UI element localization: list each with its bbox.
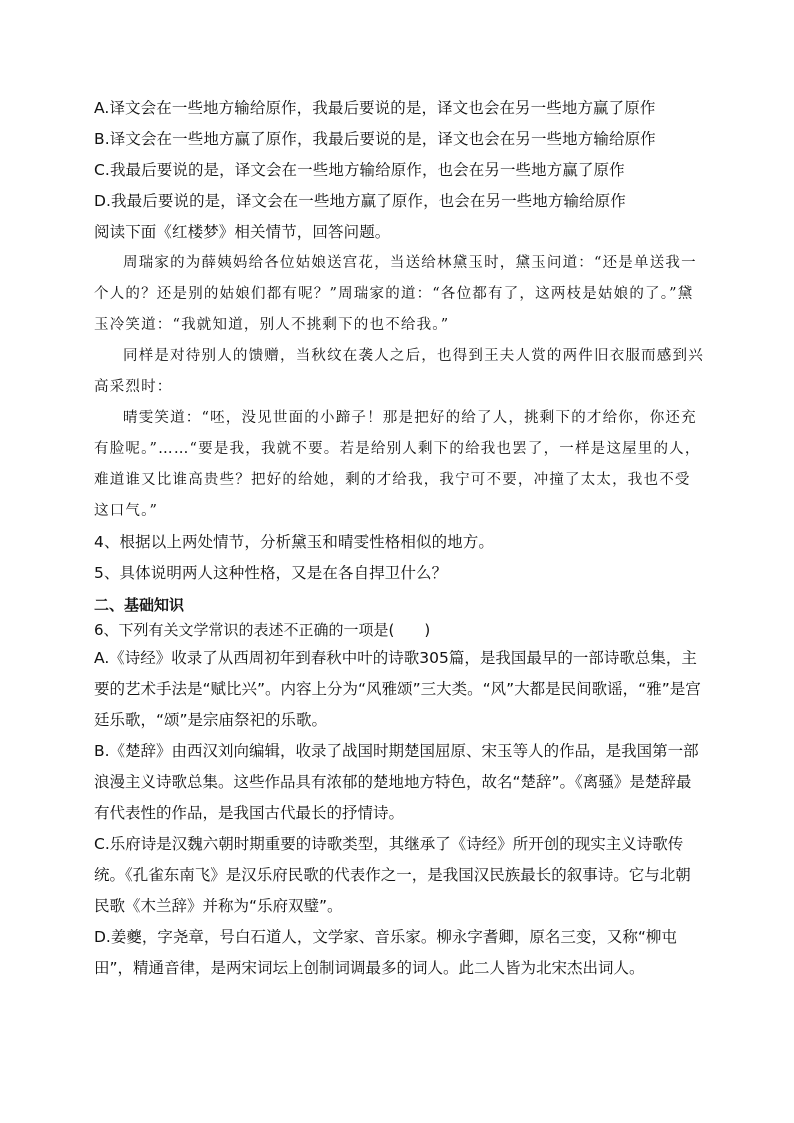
passage-paragraph-2: 同样是对待别人的馈赠，当秋纹在袭人之后，也得到王夫人赏的两件旧衣服而感到兴高采烈时： — [94, 348, 704, 395]
question-4: 4、根据以上两处情节，分析黛玉和晴雯性格相似的地方。 — [94, 533, 494, 551]
passage-paragraph-1: 周瑞家的为薛姨妈给各位姑娘送宫花，当送给林黛玉时，黛玉问道：“还是单送我一个人的？还是别的姑娘们都有呢？”周瑞家的道：“各位都有了，这两枝是姑娘的了。”黛玉冷笑道：“我就知道，别人不挑剩下的也不给我。” — [94, 255, 697, 333]
passage-paragraph-3: 晴雯笑道：“呸，没见世面的小蹄子！那是把好的给了人，挑剩下的才给你，你还充有脸呢。”……“要是我，我就不要。若是给别人剩下的给我也罢了，一样是这屋里的人，难道谁又比谁高贵些？把好的给她，剩的才给我，我宁可不要，冲撞了太太，我也不受这口气。” — [94, 410, 701, 519]
question-5: 5、具体说明两人这种性格，又是在各自捍卫什么？ — [94, 564, 448, 582]
option-a-translation: A.译文会在一些地方输给原作，我最后要说的是，译文也会在另一些地方赢了原作 — [94, 99, 656, 117]
q6-option-b: B.《楚辞》由西汉刘向编辑，收录了战国时期楚国屈原、宋玉等人的作品，是我国第一部浪漫主义诗歌总集。这些作品具有浓郁的楚地地方特色，故名“楚辞”。《离骚》是楚辞最有代表性的作品，是我国古代最长的抒情诗。 — [94, 742, 699, 822]
q6-option-d: D.姜夔，字尧章，号白石道人，文学家、音乐家。柳永字耆卿，原名三变，又称“柳屯田”，精通音律，是两宋词坛上创制词调最多的词人。此二人皆为北宋杰出词人。 — [94, 928, 677, 977]
page-content — [94, 93, 704, 984]
option-c-translation: C.我最后要说的是，译文会在一些地方输给原作，也会在另一些地方赢了原作 — [94, 161, 625, 179]
q6-option-c: C.乐府诗是汉魏六朝时期重要的诗歌类型，其继承了《诗经》所开创的现实主义诗歌传统。《孔雀东南飞》是汉乐府民歌的代表作之一，是我国汉民族最长的叙事诗。它与北朝民歌《木兰辞》并称为“乐府双璧”。 — [94, 835, 691, 915]
section-heading: 二、基础知识 — [94, 596, 185, 614]
q6-option-a: A.《诗经》收录了从西周初年到春秋中叶的诗歌305篇，是我国最早的一部诗歌总集，主要的艺术手法是“赋比兴”。内容上分为“风雅颂”三大类。“风”大都是民间歌谣，“雅”是宫廷乐歌，“颂”是宗庙祭祀的乐歌。 — [94, 649, 701, 729]
reading-intro: 阅读下面《红楼梦》相关情节，回答问题。 — [94, 223, 391, 241]
option-d-translation: D.我最后要说的是，译文会在一些地方赢了原作，也会在另一些地方输给原作 — [94, 192, 626, 210]
option-b-translation: B.译文会在一些地方赢了原作，我最后要说的是，译文也会在另一些地方输给原作 — [94, 130, 656, 148]
question-6-stem: 6、下列有关文学常识的表述不正确的一项是( ) — [94, 621, 431, 639]
